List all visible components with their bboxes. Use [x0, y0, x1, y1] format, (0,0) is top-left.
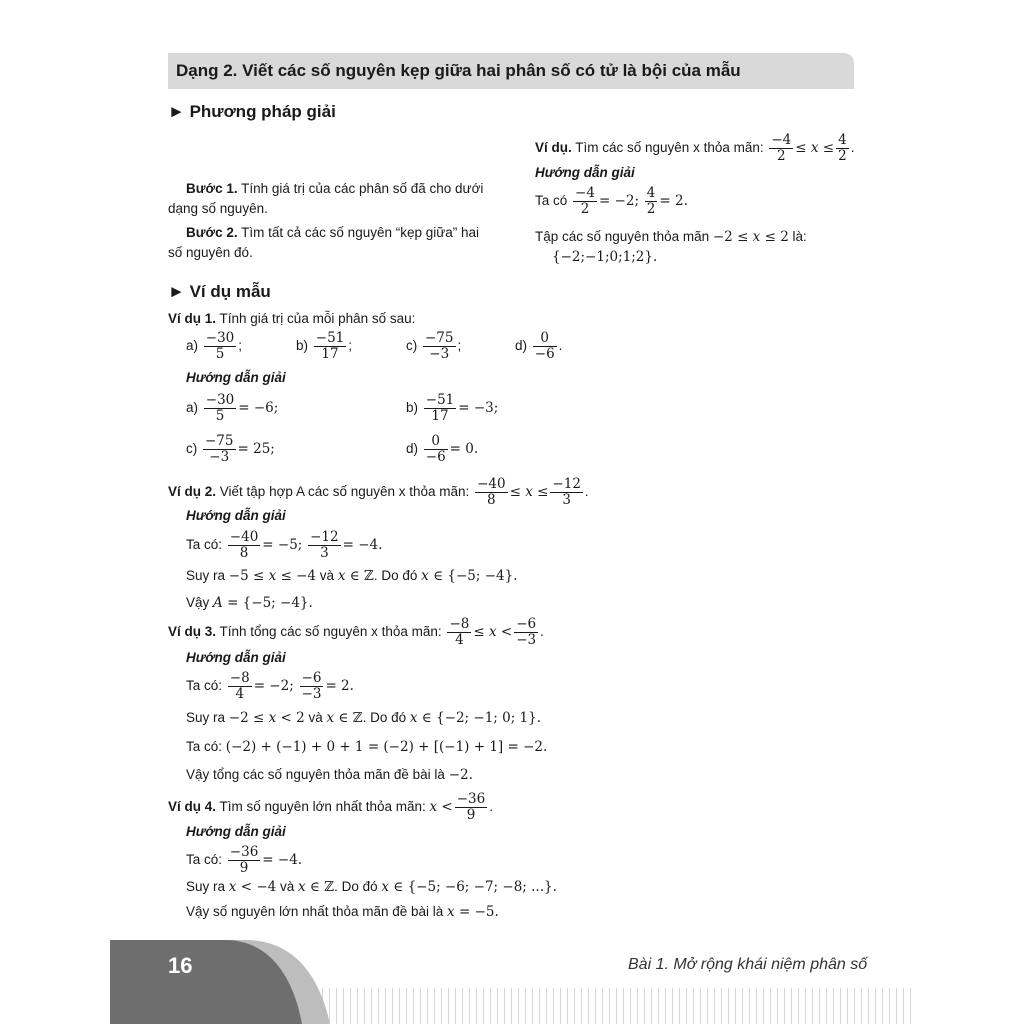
side-example-statement: Ví dụ. Tìm các số nguyên x thỏa mãn: $\frac{-4}{2}$ ≤ x ≤ $\frac{4}{2}$ . [535, 132, 855, 164]
vd1-ans-a: a) $\frac{-30}{5}$ = −6; [186, 392, 279, 424]
page-number: 16 [168, 953, 193, 978]
step2-line1: Bước 2. Tìm tất cả các số nguyên “kẹp giữa” hai [186, 225, 480, 240]
step1-line1: Bước 1. Tính giá trị của các phân số đã cho dưới [186, 181, 484, 196]
vd3-statement: Ví dụ 3. Tính tổng các số nguyên x thỏa mãn: $\frac{-8}{4}$ ≤ x < $\frac{-6}{-3}$ . [168, 616, 544, 648]
vd1-statement: Ví dụ 1. Tính giá trị của mỗi phân số sau: [168, 311, 416, 326]
triangle-bullet-icon: ► [168, 102, 185, 121]
section-header-title: Dạng 2. Viết các số nguyên kẹp giữa hai phân số có tử là bội của mẫu [176, 61, 741, 80]
vd4-line3: Vậy số nguyên lớn nhất thỏa mãn đề bài là x = −5. [186, 904, 499, 920]
vd4-line2: Suy ra x < −4 và x ∈ ℤ. Do đó x ∈ {−5; −6; −7; −8; ...}. [186, 879, 557, 895]
vd3-line4: Vậy tổng các số nguyên thỏa mãn đề bài là −2. [186, 767, 473, 783]
vd1-ans-d: d) $\frac{0}{-6}$ = 0. [406, 433, 479, 465]
vd2-statement: Ví dụ 2. Viết tập hợp A các số nguyên x thỏa mãn: $\frac{-40}{8}$ ≤ x ≤ $\frac{-12}{3}$ . [168, 476, 589, 508]
examples-heading: ► Ví dụ mẫu [168, 282, 271, 301]
side-example-guide: Hướng dẫn giải [535, 165, 635, 180]
vd3-line2: Suy ra −2 ≤ x < 2 và x ∈ ℤ. Do đó x ∈ {−2; −1; 0; 1}. [186, 710, 542, 726]
vd3-line1: Ta có: $\frac{-8}{4}$ = −2; $\frac{-6}{-3}$ = 2. [186, 670, 354, 702]
vd4-statement: Ví dụ 4. Tìm số nguyên lớn nhất thỏa mãn: x < $\frac{-36}{9}$ . [168, 791, 494, 823]
vd1-c: c) $\frac{-75}{-3}$ ; [406, 330, 462, 362]
footer-decoration [0, 940, 1024, 1024]
vd1-d: d) $\frac{0}{-6}$ . [515, 330, 563, 362]
step2-line2: số nguyên đó. [168, 245, 253, 260]
method-heading: ► Phương pháp giải [168, 102, 336, 121]
vd1-a: a) $\frac{-30}{5}$ ; [186, 330, 243, 362]
side-example-line1: Ta có $\frac{-4}{2}$ = −2; $\frac{4}{2}$ = 2. [535, 185, 688, 217]
side-example-set: {−2;−1;0;1;2}. [552, 249, 658, 265]
vd3-guide: Hướng dẫn giải [186, 650, 286, 665]
vd4-line1: Ta có: $\frac{-36}{9}$ = −4. [186, 844, 303, 876]
side-example-line2: Tập các số nguyên thỏa mãn −2 ≤ x ≤ 2 là: [535, 229, 807, 245]
vd3-line3: Ta có: (−2) + (−1) + 0 + 1 = (−2) + [(−1) + 1] = −2. [186, 739, 548, 755]
vd2-line2: Suy ra −5 ≤ x ≤ −4 và x ∈ ℤ. Do đó x ∈ {−5; −4}. [186, 568, 518, 584]
step1-line2: dạng số nguyên. [168, 201, 268, 216]
triangle-bullet-icon: ► [168, 282, 185, 301]
chapter-title: Bài 1. Mở rộng khái niệm phân số [628, 956, 868, 973]
vd2-line1: Ta có: $\frac{-40}{8}$ = −5; $\frac{-12}{3}$ = −4. [186, 529, 383, 561]
vd1-ans-c: c) $\frac{-75}{-3}$ = 25; [186, 433, 275, 465]
vd1-ans-b: b) $\frac{-51}{17}$ = −3; [406, 392, 499, 424]
vd2-guide: Hướng dẫn giải [186, 508, 286, 523]
vd2-line3: Vậy A = {−5; −4}. [186, 595, 313, 611]
vd1-b: b) $\frac{-51}{17}$ ; [296, 330, 353, 362]
vd1-guide: Hướng dẫn giải [186, 370, 286, 385]
vd4-guide: Hướng dẫn giải [186, 824, 286, 839]
